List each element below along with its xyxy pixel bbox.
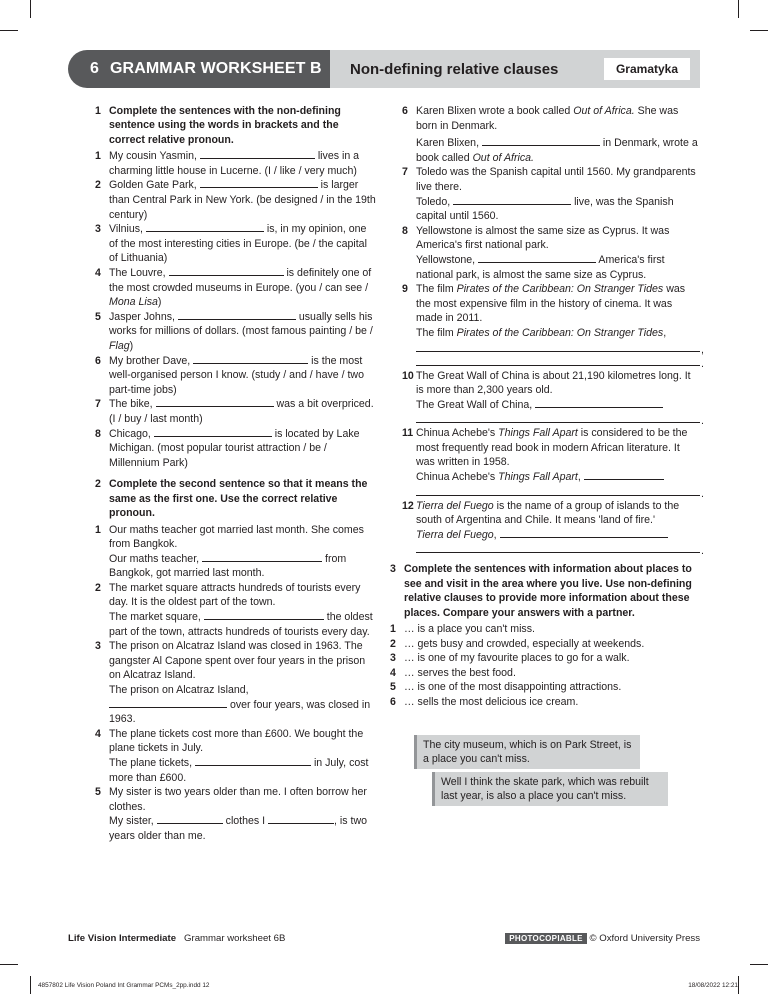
worksheet-label: Grammar worksheet 6B <box>184 933 286 944</box>
exercise-instruction: Complete the sentences with the non-defining sentence using the words in brackets and the correct relative pronoun. <box>109 105 341 146</box>
right-column <box>390 104 704 710</box>
crop-mark <box>738 0 739 18</box>
crop-mark <box>30 976 31 994</box>
ex2-item: 5 My sister is two years older than me. I often borrow her clothes. My sister, clothes I , is two years older than me. <box>95 786 368 842</box>
exercise-number: 1 <box>95 105 101 117</box>
ex3-item: 2 … gets busy and crowded, especially at weekends. <box>390 637 645 650</box>
exercise-number: 3 <box>390 563 396 576</box>
exercise-number: 2 <box>95 478 101 491</box>
answer-line[interactable] <box>416 355 700 366</box>
answer-line[interactable] <box>416 542 700 553</box>
ex2-item: 7 Toledo was the Spanish capital until 1560. My grandparents live there. Toledo, live, was the Spanish capital until 1560. <box>402 166 696 223</box>
ex3-item: 5 … is one of the most disappointing attractions. <box>390 681 622 694</box>
answer-blank[interactable] <box>193 354 308 364</box>
crop-mark <box>738 976 739 994</box>
ex3-item: 4 … serves the best food. <box>390 666 516 679</box>
ex2-item: 11 Chinua Achebe's Things Fall Apart is considered to be the most frequently read book in modern African literature. It was written in 1958. Chinua Achebe's Things Fall Apart, . <box>402 427 704 500</box>
answer-line[interactable] <box>416 485 700 496</box>
exercise-instruction: Complete the sentences with information about places to see and visit in the area where you live. Use non-defining relative clauses to provide more information about these places. Compare your answers with a partner. <box>404 563 692 619</box>
print-slug: 4857802 Life Vision Poland Int Grammar PCMs_2pp.indd 12 <box>38 982 210 989</box>
ex1-item: 8 Chicago, is located by Lake Michigan. (most popular tourist attraction / be / Millennium Park) <box>95 427 360 469</box>
crop-mark <box>750 964 768 965</box>
answer-blank[interactable] <box>268 814 334 824</box>
ex1-item: 3 Vilnius, is, in my opinion, one of the most interesting cities in Europe. (be / the capital of Lithuania) <box>95 223 367 265</box>
answer-blank[interactable] <box>535 398 663 408</box>
worksheet-header <box>68 50 700 88</box>
ex1-item: 1 My cousin Yasmin, lives in a charming little house in Lucerne. (I / like / very much) <box>95 150 360 177</box>
book-title: Life Vision Intermediate <box>68 933 177 944</box>
ex2-item: 3 The prison on Alcatraz Island was closed in 1963. The gangster Al Capone spent over four years in the prison on Alcatraz Island. The prison on Alcatraz Island, over four years, was closed in 1963. <box>95 640 371 726</box>
ex2-item: 2 The market square attracts hundreds of tourists every day. It is the oldest part of the town. The market square, the oldest part of the town, attracts hundreds of tourists every day. <box>95 581 373 638</box>
answer-blank[interactable] <box>482 136 600 146</box>
ex1-item: 5 Jasper Johns, usually sells his works for millions of dollars. (most famous painting / be / Flag) <box>95 310 373 352</box>
answer-line[interactable] <box>416 341 700 352</box>
worksheet-subtitle: Non-defining relative clauses <box>350 61 559 78</box>
ex3-item: 1 … is a place you can't miss. <box>390 623 535 636</box>
answer-line[interactable] <box>416 412 700 423</box>
ex1-item: 6 My brother Dave, is the most well-organised person I know. (study / and / have / two part-time jobs) <box>95 354 364 396</box>
ex2-item: 8 Yellowstone is almost the same size as Cyprus. It was America's first national park. Yellowstone, America's first national park, is almost the same size as Cyprus. <box>402 224 670 281</box>
answer-blank[interactable] <box>169 266 284 276</box>
ex1-item: 4 The Louvre, is definitely one of the most crowded museums in Europe. (you / can see / Mona Lisa) <box>95 266 372 309</box>
unit-number: 6 <box>90 60 99 77</box>
exercise-instruction: Complete the second sentence so that it means the same as the first one. Use the correct relative pronoun. <box>109 478 368 520</box>
print-date: 18/08/2022 12:21 <box>688 982 738 989</box>
example-speech-bubble: The city museum, which is on Park Street, is a place you can't miss. <box>414 735 640 769</box>
answer-blank[interactable] <box>178 310 296 320</box>
answer-blank[interactable] <box>146 222 264 232</box>
ex2-item: 4 The plane tickets cost more than £600. We bought the plane tickets in July. The plane tickets, in July, cost more than £600. <box>95 727 369 784</box>
worksheet-title: GRAMMAR WORKSHEET B <box>110 60 322 77</box>
left-column <box>95 104 377 844</box>
ex2-item: 10 The Great Wall of China is about 21,190 kilometres long. It is more than 2,300 years old. The Great Wall of China, . <box>402 369 704 428</box>
ex3-list <box>390 622 700 710</box>
photocopiable-badge: PHOTOCOPIABLE <box>505 933 587 944</box>
ex1-item: 2 Golden Gate Park, is larger than Central Park in New York. (be designed / in the 19th century) <box>95 179 376 221</box>
answer-blank[interactable] <box>154 427 272 437</box>
ex2-item: 6 Karen Blixen wrote a book called Out of Africa. She was born in Denmark. Karen Blixen, in Denmark, wrote a book called Out of Africa. <box>402 105 698 164</box>
answer-blank[interactable] <box>200 149 315 159</box>
answer-blank[interactable] <box>200 178 318 188</box>
ex2-item: 1 Our maths teacher got married last month. She comes from Bangkok. Our maths teacher, from Bangkok, got married last month. <box>95 523 364 580</box>
crop-mark <box>0 30 18 31</box>
exercise-2 <box>95 477 377 520</box>
ex3-item: 6 … sells the most delicious ice cream. <box>390 696 579 709</box>
answer-blank[interactable] <box>109 698 227 708</box>
answer-blank[interactable] <box>156 397 274 407</box>
exercise-1 <box>95 104 377 147</box>
crop-mark <box>30 0 31 18</box>
ex2-item: 9 The film Pirates of the Caribbean: On Stranger Tides was the most expensive film in the history of cinema. It was made in 2011. The film Pirates of the Caribbean: On Stranger Tides, , . <box>402 283 704 370</box>
answer-blank[interactable] <box>157 814 223 824</box>
answer-blank[interactable] <box>478 253 596 263</box>
answer-blank[interactable] <box>453 195 571 205</box>
copyright: © Oxford University Press <box>589 933 700 944</box>
answer-blank[interactable] <box>204 610 324 620</box>
reply-speech-bubble: Well I think the skate park, which was rebuilt last year, is also a place you can't miss. <box>432 772 668 806</box>
section-tag: Gramatyka <box>604 58 690 80</box>
header-title-band <box>68 50 330 88</box>
ex1-item: 7 The bike, was a bit overpriced. (I / buy / last month) <box>95 398 374 425</box>
ex2-item: 12 Tierra del Fuego is the name of a group of islands to the south of Argentina and Chile. It means 'land of fire.' Tierra del Fuego, . <box>402 499 704 558</box>
answer-blank[interactable] <box>500 528 668 538</box>
crop-mark <box>750 30 768 31</box>
answer-blank[interactable] <box>584 470 664 480</box>
crop-mark <box>0 964 18 965</box>
ex3-item: 3 … is one of my favourite places to go for a walk. <box>390 652 630 665</box>
answer-blank[interactable] <box>202 552 322 562</box>
answer-blank[interactable] <box>195 756 311 766</box>
exercise-3 <box>390 562 700 620</box>
